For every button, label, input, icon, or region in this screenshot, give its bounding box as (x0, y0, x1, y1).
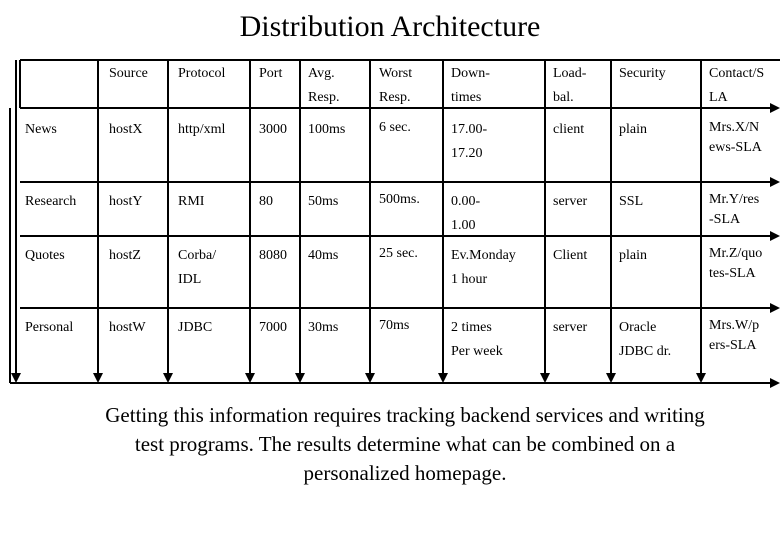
table-cell: Mrs.X/N ews-SLA (709, 120, 762, 155)
table-cell: 6 sec. (379, 120, 411, 135)
arrow-down-icon (163, 373, 173, 383)
table-cell: hostX (109, 122, 143, 137)
table-cell: 25 sec. (379, 246, 418, 261)
arrow-down-icon (93, 373, 103, 383)
table-cell: Personal (25, 320, 74, 335)
arrow-down-icon (245, 373, 255, 383)
column-header: Down- times (451, 66, 490, 105)
column-header: Contact/S LA (709, 66, 765, 105)
table-cell: Oracle JDBC dr. (619, 320, 672, 359)
table-cell: Corba/ IDL (178, 248, 217, 287)
table-cell: 3000 (259, 122, 287, 137)
arrow-down-icon (606, 373, 616, 383)
table-cell: 100ms (308, 122, 346, 137)
table-cell: plain (619, 248, 647, 263)
table-cell: Mrs.W/p ers-SLA (709, 318, 760, 353)
column-header: Source (109, 66, 148, 81)
slide-title: Distribution Architecture (239, 10, 541, 43)
table-cell: 7000 (259, 320, 287, 335)
table-cell: RMI (178, 194, 205, 209)
arrow-down-icon (540, 373, 550, 383)
table-cell: client (553, 122, 585, 137)
table-cell: 17.00- 17.20 (451, 122, 488, 161)
table-cell: 8080 (259, 248, 287, 263)
arrow-down-icon (295, 373, 305, 383)
caption-text: Getting this information requires tracking backend services and writing test programs. The results determine what can be combined on a personalized homepage. (105, 403, 705, 485)
table-cell: Ev.Monday 1 hour (451, 248, 516, 287)
column-header: Load- bal. (553, 66, 587, 105)
table-cell: 500ms. (379, 192, 420, 207)
arrow-right-icon (770, 231, 780, 241)
column-header: Worst Resp. (379, 66, 413, 105)
table-cell: hostY (109, 194, 143, 209)
arrow-right-icon (770, 378, 780, 388)
table-cell: hostW (109, 320, 146, 335)
table-cell: Mr.Y/res -SLA (709, 192, 760, 227)
table-cell: server (553, 194, 588, 209)
table-cell: 50ms (308, 194, 339, 209)
table-cell: http/xml (178, 122, 226, 137)
table-cell: Mr.Z/quo tes-SLA (709, 246, 763, 281)
column-header: Port (259, 66, 283, 81)
arrow-down-icon (696, 373, 706, 383)
arrow-right-icon (770, 303, 780, 313)
table-cell: 40ms (308, 248, 339, 263)
table-cell: JDBC (178, 320, 213, 335)
column-header: Avg. Resp. (308, 66, 340, 105)
table-cell: 30ms (308, 320, 339, 335)
table-cell: News (25, 122, 57, 137)
table-cell: 80 (259, 194, 273, 209)
table-cell: hostZ (109, 248, 141, 263)
arrow-down-icon (365, 373, 375, 383)
arrow-down-icon (11, 373, 21, 383)
table-cell: plain (619, 122, 647, 137)
table-cell: 70ms (379, 318, 410, 333)
arrow-down-icon (438, 373, 448, 383)
table-cell: 0.00- 1.00 (451, 194, 481, 233)
column-header: Security (619, 66, 666, 81)
arrow-right-icon (770, 177, 780, 187)
table-cell: server (553, 320, 588, 335)
column-header: Protocol (178, 66, 226, 81)
table-cell: Client (553, 248, 588, 263)
table-cell: Research (25, 194, 77, 209)
table-cell: SSL (619, 194, 644, 209)
table-cell: Quotes (25, 248, 65, 263)
table-cell: 2 times Per week (451, 320, 503, 359)
arrow-right-icon (770, 103, 780, 113)
